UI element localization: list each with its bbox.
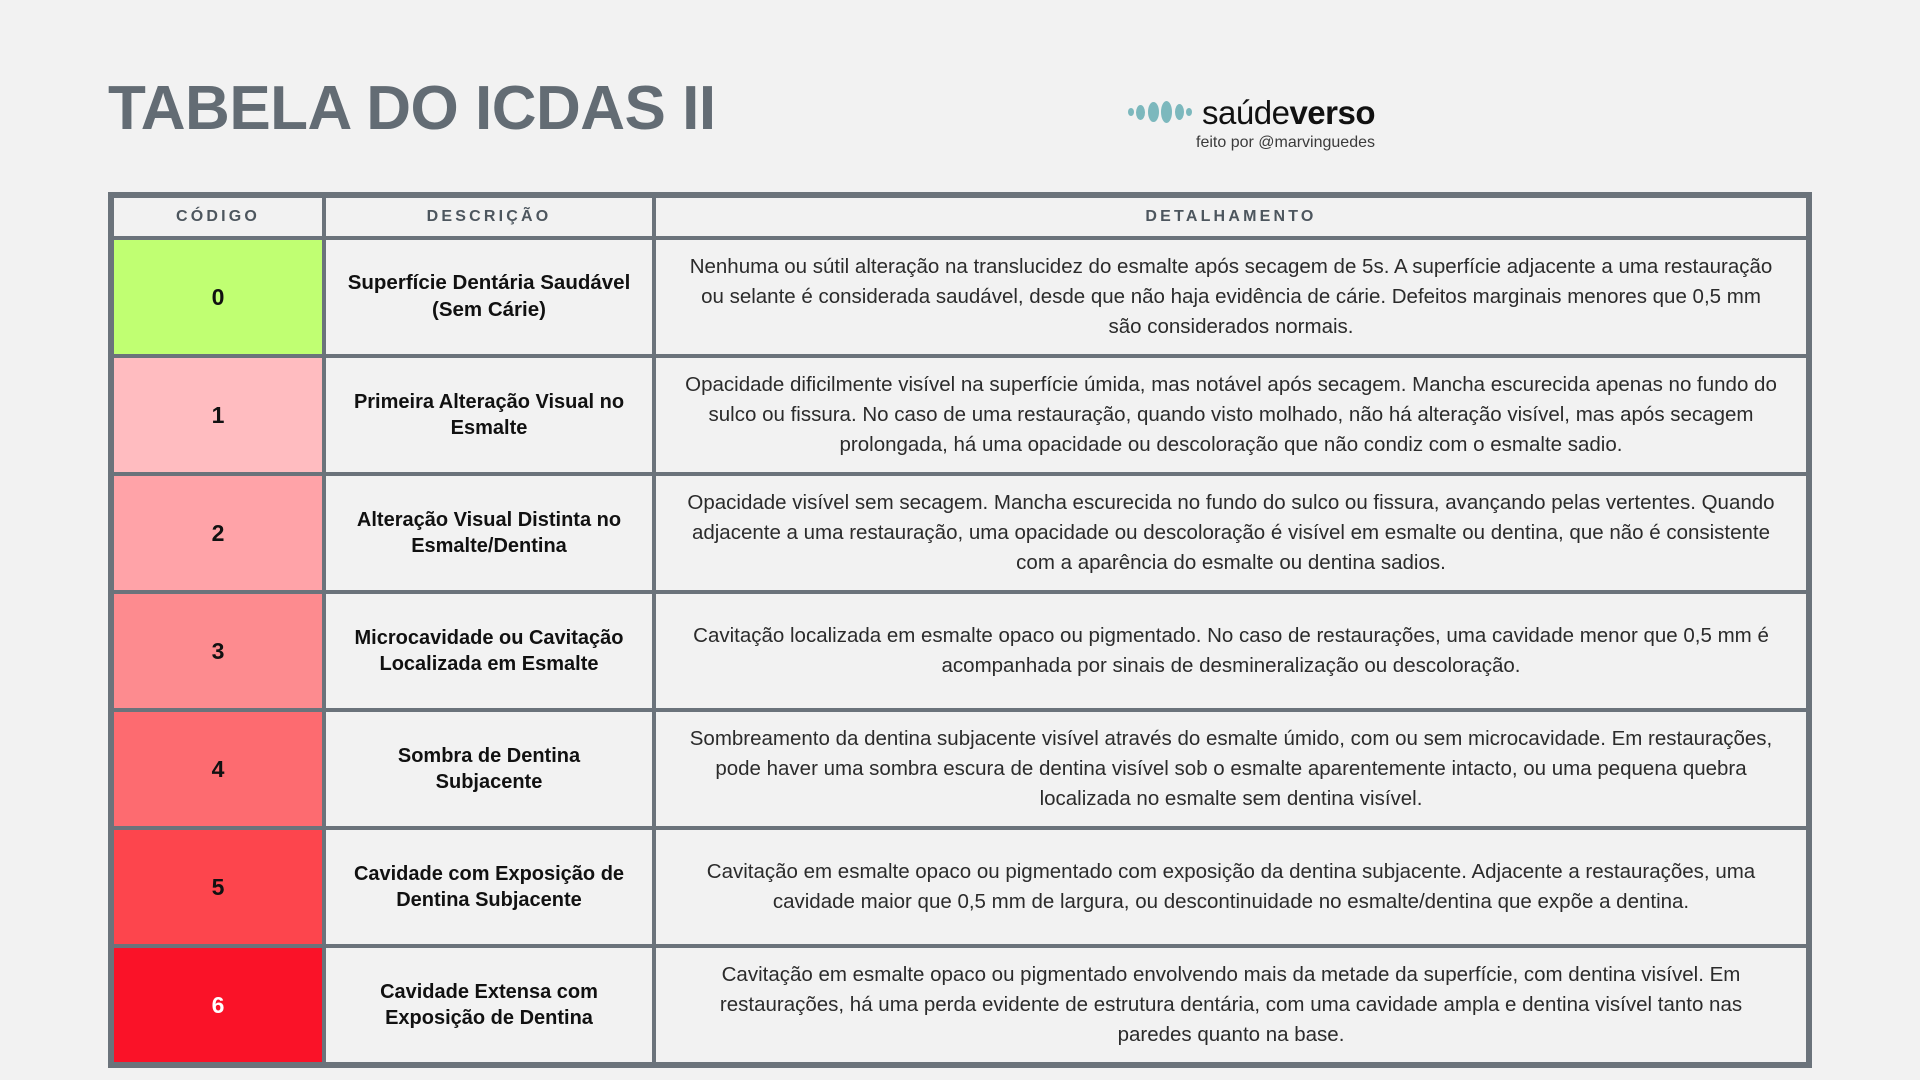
- icdas-table: [108, 192, 1812, 1068]
- severity-code-cell: 6: [112, 946, 324, 1064]
- detail-cell: Cavitação localizada em esmalte opaco ou pigmentado. No caso de restaurações, uma cavidade menor que 0,5 mm é acompanhada por sinais de desmineralização ou descoloração.: [654, 592, 1808, 710]
- description-cell: Alteração Visual Distinta no Esmalte/Dentina: [324, 474, 654, 592]
- detail-cell: Opacidade dificilmente visível na superfície úmida, mas notável após secagem. Mancha escurecida apenas no fundo do sulco ou fissura. No caso de uma restauração, quando visto molhado, não há alteração visível, mas após secagem prolongada, há uma opacidade ou descoloração que não condiz com o esmalte sadio.: [654, 356, 1808, 474]
- brand-credit: feito por @marvinguedes: [1196, 134, 1375, 151]
- table-row: [112, 238, 1808, 356]
- icdas-table-container: [108, 192, 1812, 1068]
- brand-name-bold: verso: [1289, 93, 1375, 131]
- description-cell: Primeira Alteração Visual no Esmalte: [324, 356, 654, 474]
- detail-cell: Opacidade visível sem secagem. Mancha escurecida no fundo do sulco ou fissura, avançando pelas vertentes. Quando adjacente a uma restauração, uma opacidade ou descoloração é visível em esmalte ou dentina, que não é consistente com a aparência do esmalte ou dentina sadios.: [654, 474, 1808, 592]
- detail-cell: Sombreamento da dentina subjacente visível através do esmalte úmido, com ou sem microcavidade. Em restaurações, pode haver uma sombra escura de dentina visível sob o esmalte aparentemente intacto, ou uma pequena quebra localizada no esmalte sem dentina visível.: [654, 710, 1808, 828]
- brand-logo: [1075, 95, 1375, 152]
- column-header-codigo: CÓDIGO: [112, 196, 324, 238]
- description-cell: Cavidade Extensa com Exposição de Dentina: [324, 946, 654, 1064]
- severity-code-cell: 5: [112, 828, 324, 946]
- page-title: TABELA DO ICDAS II: [108, 74, 716, 143]
- table-row: [112, 592, 1808, 710]
- description-cell: Sombra de Dentina Subjacente: [324, 710, 654, 828]
- detail-cell: Nenhuma ou sútil alteração na translucidez do esmalte após secagem de 5s. A superfície adjacente a uma restauração ou selante é considerada saudável, desde que não haja evidência de cárie. Defeitos marginais menores que 0,5 mm são considerados normais.: [654, 238, 1808, 356]
- table-row: [112, 474, 1808, 592]
- table-row: [112, 828, 1808, 946]
- severity-code-cell: 0: [112, 238, 324, 356]
- column-header-descricao: DESCRIÇÃO: [324, 196, 654, 238]
- table-row: [112, 356, 1808, 474]
- brand-name-light: saúde: [1202, 93, 1290, 131]
- table-row: [112, 710, 1808, 828]
- table-head: [112, 196, 1808, 238]
- table-row: [112, 946, 1808, 1064]
- severity-code-cell: 4: [112, 710, 324, 828]
- sound-wave-dots-icon: [1128, 100, 1193, 124]
- detail-cell: Cavitação em esmalte opaco ou pigmentado com exposição da dentina subjacente. Adjacente a restaurações, uma cavidade maior que 0,5 mm de largura, ou descontinuidade no esmalte/dentina que expõe a dentina.: [654, 828, 1808, 946]
- page-header: [0, 0, 1920, 192]
- brand-wordmark: [1202, 93, 1375, 131]
- description-cell: Superfície Dentária Saudável (Sem Cárie): [324, 238, 654, 356]
- table-body: [112, 238, 1808, 1064]
- severity-code-cell: 2: [112, 474, 324, 592]
- column-header-detalhamento: DETALHAMENTO: [654, 196, 1808, 238]
- severity-code-cell: 1: [112, 356, 324, 474]
- table-header-row: [112, 196, 1808, 238]
- severity-code-cell: 3: [112, 592, 324, 710]
- description-cell: Cavidade com Exposição de Dentina Subjacente: [324, 828, 654, 946]
- brand-name-row: [1075, 95, 1375, 129]
- detail-cell: Cavitação em esmalte opaco ou pigmentado envolvendo mais da metade da superfície, com dentina visível. Em restaurações, há uma perda evidente de estrutura dentária, com uma cavidade ampla e dentina visível tanto nas paredes quanto na base.: [654, 946, 1808, 1064]
- description-cell: Microcavidade ou Cavitação Localizada em Esmalte: [324, 592, 654, 710]
